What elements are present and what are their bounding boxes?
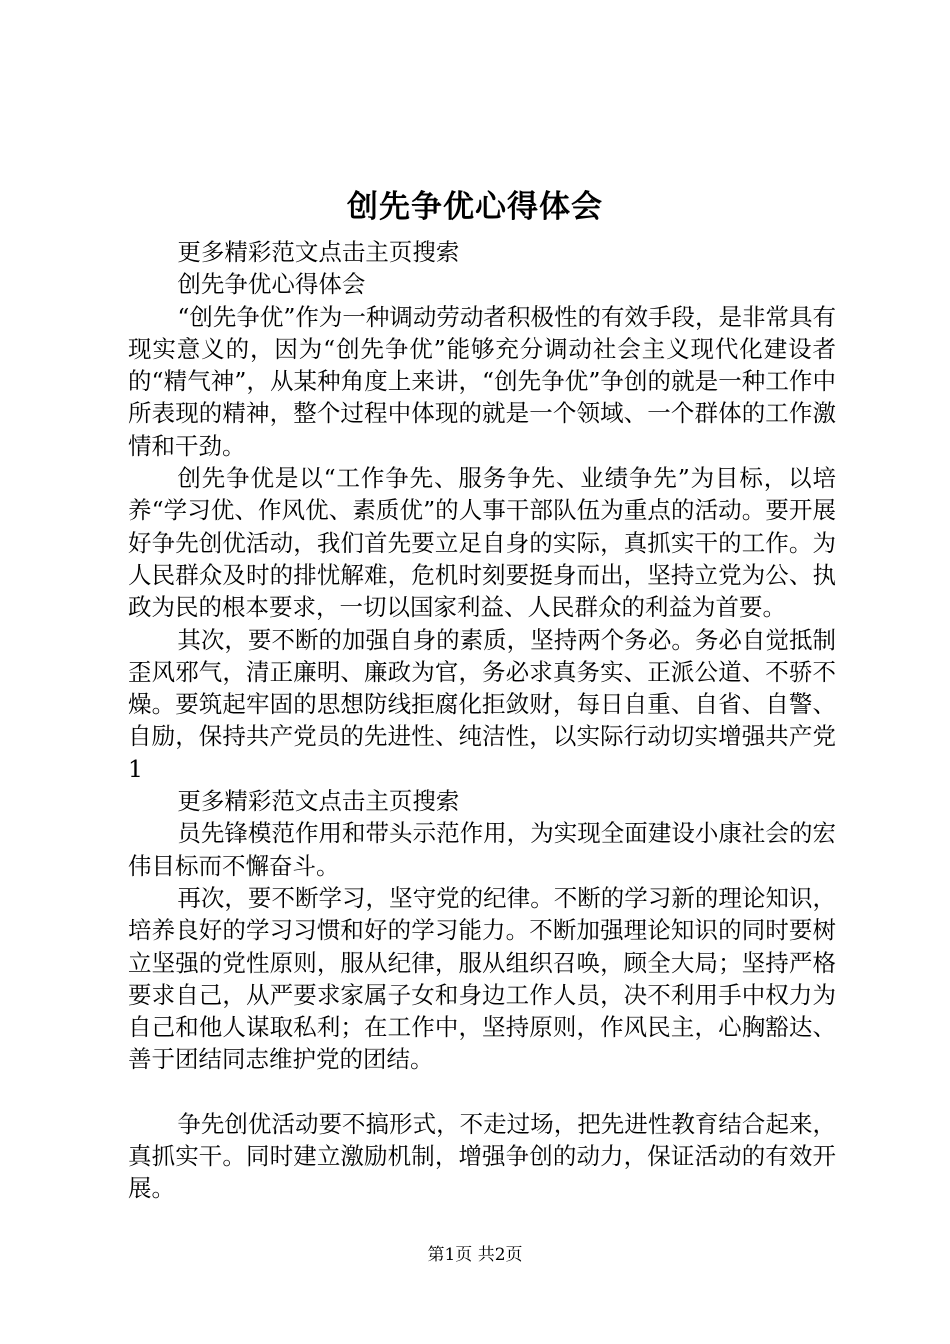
document-body xyxy=(128,236,836,1205)
promo-line: 更多精彩范文点击主页搜索 xyxy=(177,238,460,266)
paragraph: 创先争优是以“工作争先、服务争先、业绩争先”为目标，以培养“学习优、作风优、素质优”的人事干部队伍为重点的活动。要开展好争先创优活动，我们首先要立足自身的实际，真抓实干的工作。为人民群众及时的排忧解难，危机时刻要挺身而出，坚持立党为公、执政为民的根本要求，一切以国家利益、人民群众的利益为首要。 xyxy=(128,464,836,622)
paragraph: 员先锋模范作用和带头示范作用，为实现全面建设小康社会的宏伟目标而不懈奋斗。 xyxy=(128,819,836,880)
paragraph: 再次，要不断学习，坚守党的纪律。不断的学习新的理论知识，培养良好的学习习惯和好的学习能力。不断加强理论知识的同时要树立坚强的党性原则，服从纪律，服从组织召唤，顾全大局；坚持严格要求自己，从严要求家属子女和身边工作人员，决不利用手中权力为自己和他人谋取私利；在工作中，坚持原则，作风民主，心胸豁达、善于团结同志维护党的团结。 xyxy=(128,883,836,1074)
subtitle-line: 创先争优心得体会 xyxy=(177,270,366,299)
paragraph: 其次，要不断的加强自身的素质，坚持两个务必。务必自觉抵制歪风邪气，清正廉明、廉政为官，务必求真务实、正派公道、不骄不燥。要筑起牢固的思想防线拒腐化拒敛财，每日自重、自省、自警、自励，保持共产党员的先进性、纯洁性，以实际行动切实增强共产党1 xyxy=(128,625,836,783)
promo-line: 更多精彩范文点击主页搜索 xyxy=(177,787,460,816)
page-footer: 第1页 共2页 xyxy=(427,1245,523,1265)
paragraph: “创先争优”作为一种调动劳动者积极性的有效手段，是非常具有现实意义的，因为“创先争优”能够充分调动社会主义现代化建设者的“精气神”，从某种角度上来讲，“创先争优”争创的就是一种工作中所表现的精神，整个过程中体现的就是一个领域、一个群体的工作激情和干劲。 xyxy=(128,302,836,460)
document-title: 创先争优心得体会 xyxy=(347,189,603,225)
paragraph: 争先创优活动要不搞形式，不走过场，把先进性教育结合起来，真抓实干。同时建立激励机制，增强争创的动力，保证活动的有效开展。 xyxy=(128,1109,836,1203)
